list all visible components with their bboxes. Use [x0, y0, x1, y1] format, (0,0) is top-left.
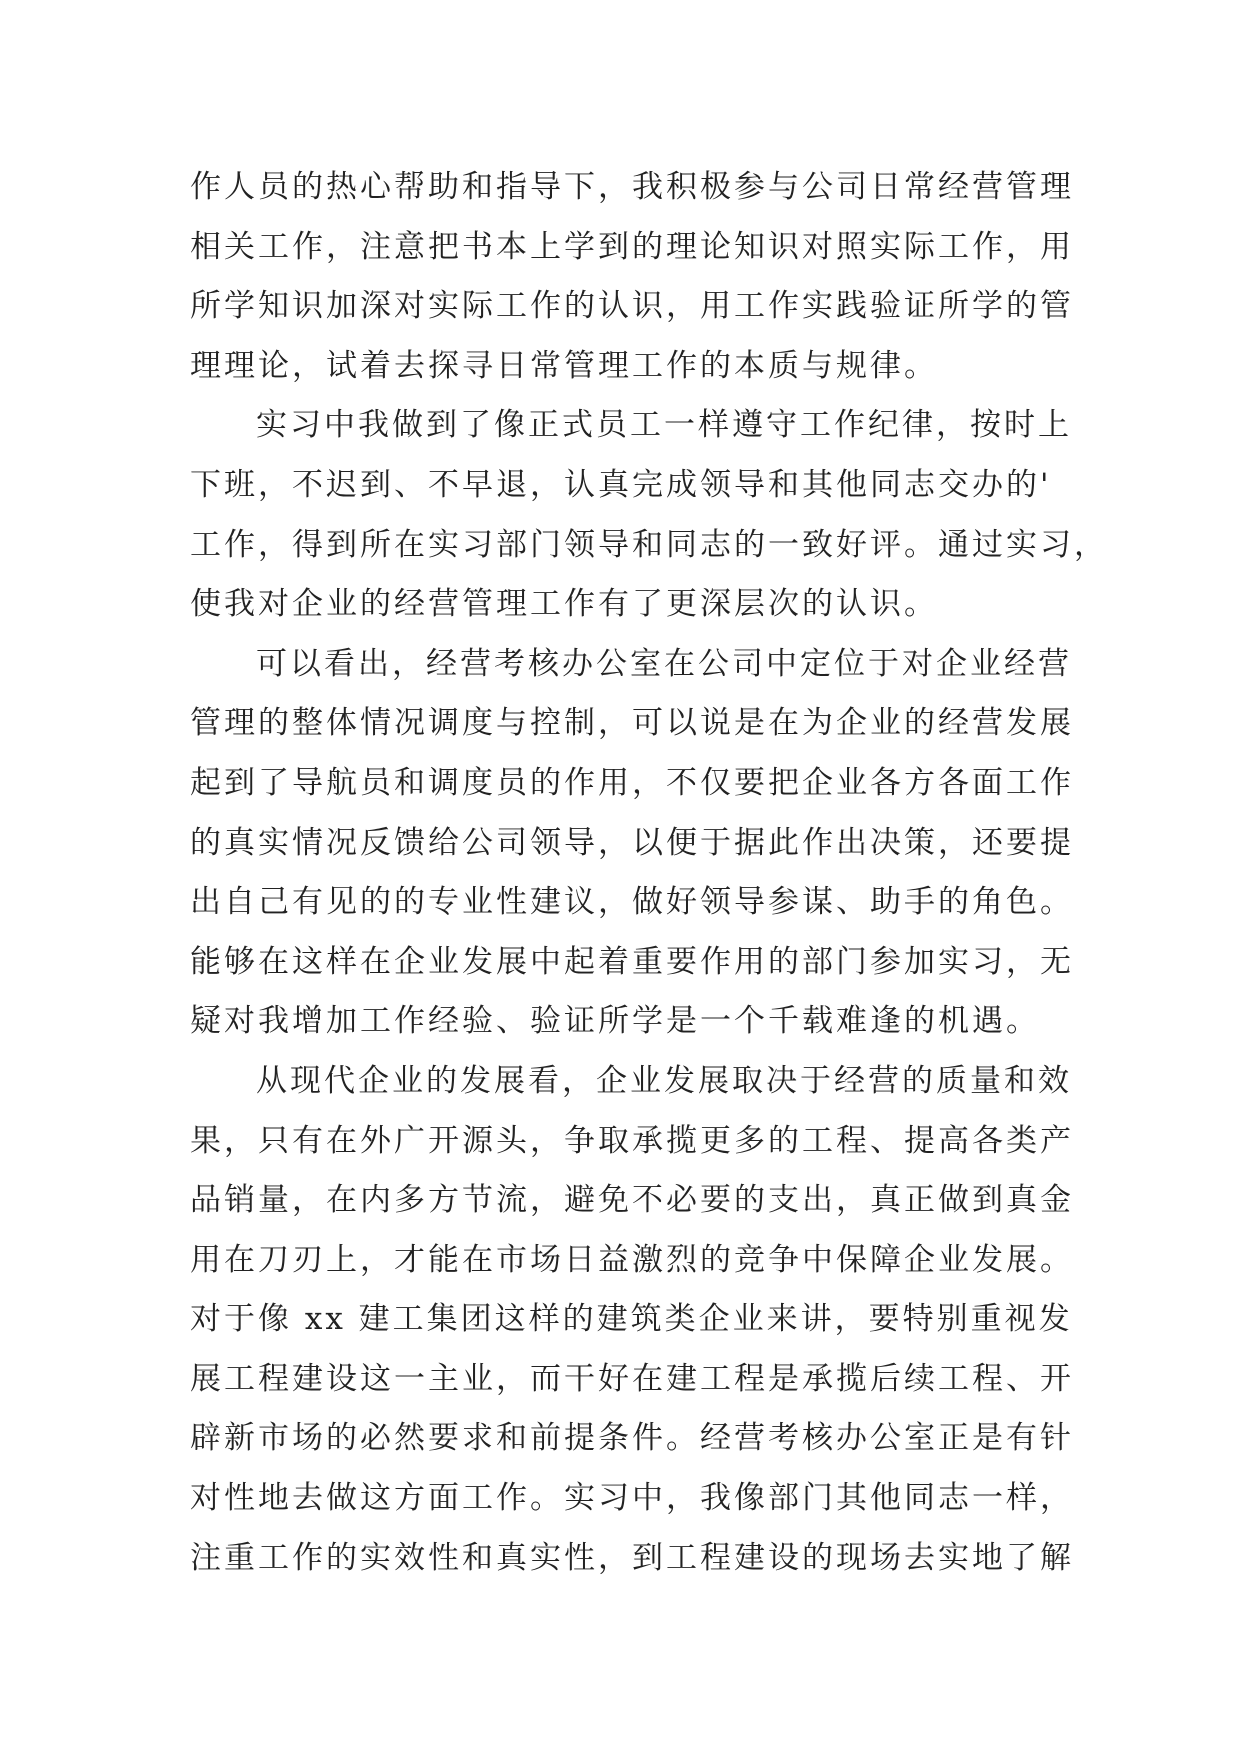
text-line: 对性地去做这方面工作。实习中，我像部门其他同志一样， [190, 1480, 1074, 1517]
text-line: 的真实情况反馈给公司领导，以便于据此作出决策，还要提 [190, 824, 1074, 861]
text-line: 注重工作的实效性和真实性，到工程建设的现场去实地了解 [190, 1539, 1074, 1576]
paragraph-first-line: 从现代企业的发展看，企业发展取决于经营的质量和效 [256, 1062, 1072, 1099]
text-line: 理理论，试着去探寻日常管理工作的本质与规律。 [190, 347, 938, 384]
text-line: 品销量，在内多方节流，避免不必要的支出，真正做到真金 [190, 1182, 1074, 1219]
text-line: 展工程建设这一主业，而干好在建工程是承揽后续工程、开 [190, 1360, 1074, 1397]
body-text [190, 158, 1108, 1588]
text-line: 辟新市场的必然要求和前提条件。经营考核办公室正是有针 [190, 1420, 1074, 1457]
text-line: 使我对企业的经营管理工作有了更深层次的认识。 [190, 586, 938, 623]
paragraph-first-line: 可以看出，经营考核办公室在公司中定位于对企业经营 [256, 645, 1072, 682]
text-line: 相关工作，注意把书本上学到的理论知识对照实际工作，用 [190, 228, 1074, 265]
text-line: 果，只有在外广开源头，争取承揽更多的工程、提高各类产 [190, 1122, 1074, 1159]
text-line: 出自己有见的的专业性建议，做好领导参谋、助手的角色。 [190, 884, 1074, 921]
paragraph-first-line: 实习中我做到了像正式员工一样遵守工作纪律，按时上 [256, 407, 1072, 444]
text-line: 下班，不迟到、不早退，认真完成领导和其他同志交办的' [190, 466, 1052, 503]
text-line: 能够在这样在企业发展中起着重要作用的部门参加实习，无 [190, 943, 1074, 980]
text-line: 用在刀刃上，才能在市场日益激烈的竞争中保障企业发展。 [190, 1241, 1074, 1278]
text-line: 工作，得到所在实习部门领导和同志的一致好评。通过实习， [190, 526, 1108, 563]
text-line: 疑对我增加工作经验、验证所学是一个千载难逢的机遇。 [190, 1003, 1040, 1040]
text-line: 管理的整体情况调度与控制，可以说是在为企业的经营发展 [190, 705, 1074, 742]
text-line: 对于像 xx 建工集团这样的建筑类企业来讲，要特别重视发 [190, 1301, 1073, 1338]
text-line: 所学知识加深对实际工作的认识，用工作实践验证所学的管 [190, 288, 1074, 325]
text-line: 起到了导航员和调度员的作用，不仅要把企业各方各面工作 [190, 764, 1074, 801]
text-line: 作人员的热心帮助和指导下，我积极参与公司日常经营管理 [190, 169, 1074, 205]
